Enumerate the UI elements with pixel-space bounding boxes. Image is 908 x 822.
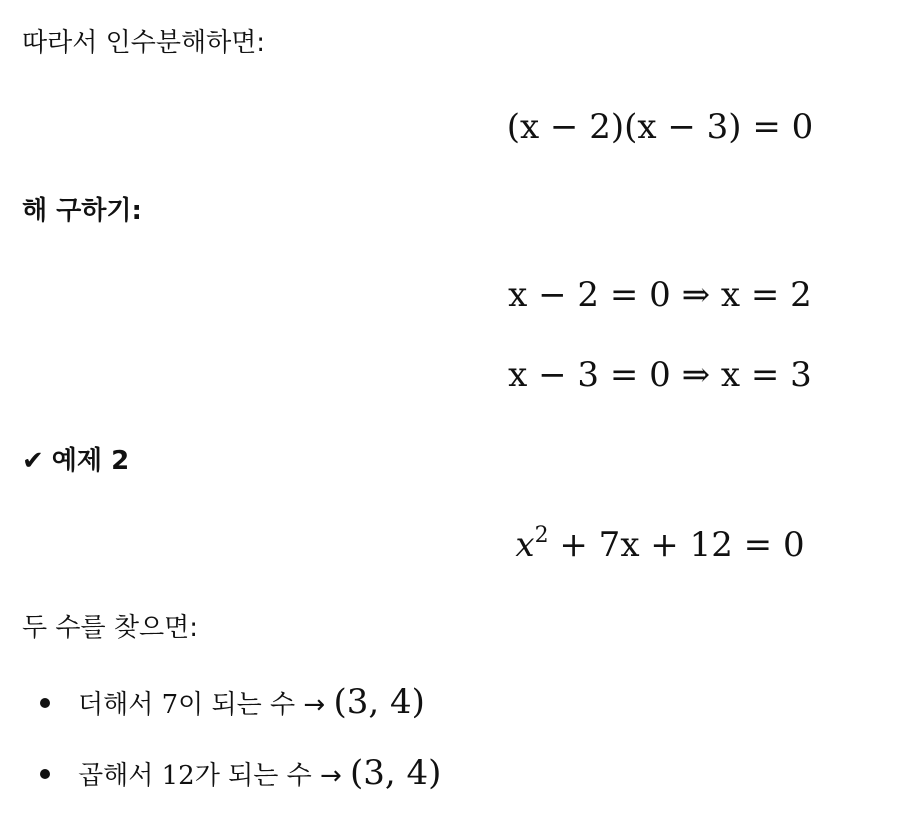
bullet-prefix: 더해서	[78, 690, 162, 720]
list-item	[40, 753, 442, 793]
example-equation	[0, 523, 908, 565]
example-equation-exponent: 2	[534, 523, 549, 548]
bullet-number: 12	[161, 761, 195, 791]
bullet-prefix: 곱해서	[78, 761, 162, 791]
intro-text: 따라서 인수분해하면:	[22, 28, 266, 58]
solution-1: x − 2 = 0 ⇒ x = 2	[508, 275, 812, 315]
find-text: 두 수를 찾으면:	[22, 613, 198, 643]
solution-2: x − 3 = 0 ⇒ x = 3	[508, 355, 812, 395]
bullet-suffix: 가 되는 수 →	[194, 761, 351, 791]
example-equation-rest: + 7x + 12 = 0	[548, 525, 805, 565]
factored-equation: (x − 2)(x − 3) = 0	[506, 107, 814, 147]
bullet-icon	[40, 769, 50, 779]
bullet-icon	[40, 698, 50, 708]
checkmark-icon: ✔	[22, 446, 44, 476]
bullet-pair: (3, 4)	[333, 682, 425, 722]
example-heading: 예제 2	[51, 446, 130, 476]
bullet-suffix: 이 되는 수 →	[178, 690, 334, 720]
example-heading-row	[22, 448, 129, 474]
bullet-number: 7	[161, 690, 179, 720]
list-item	[40, 682, 425, 722]
solve-heading: 해 구하기:	[22, 196, 142, 226]
example-equation-var: x	[515, 525, 535, 565]
bullet-pair: (3, 4)	[350, 753, 442, 793]
